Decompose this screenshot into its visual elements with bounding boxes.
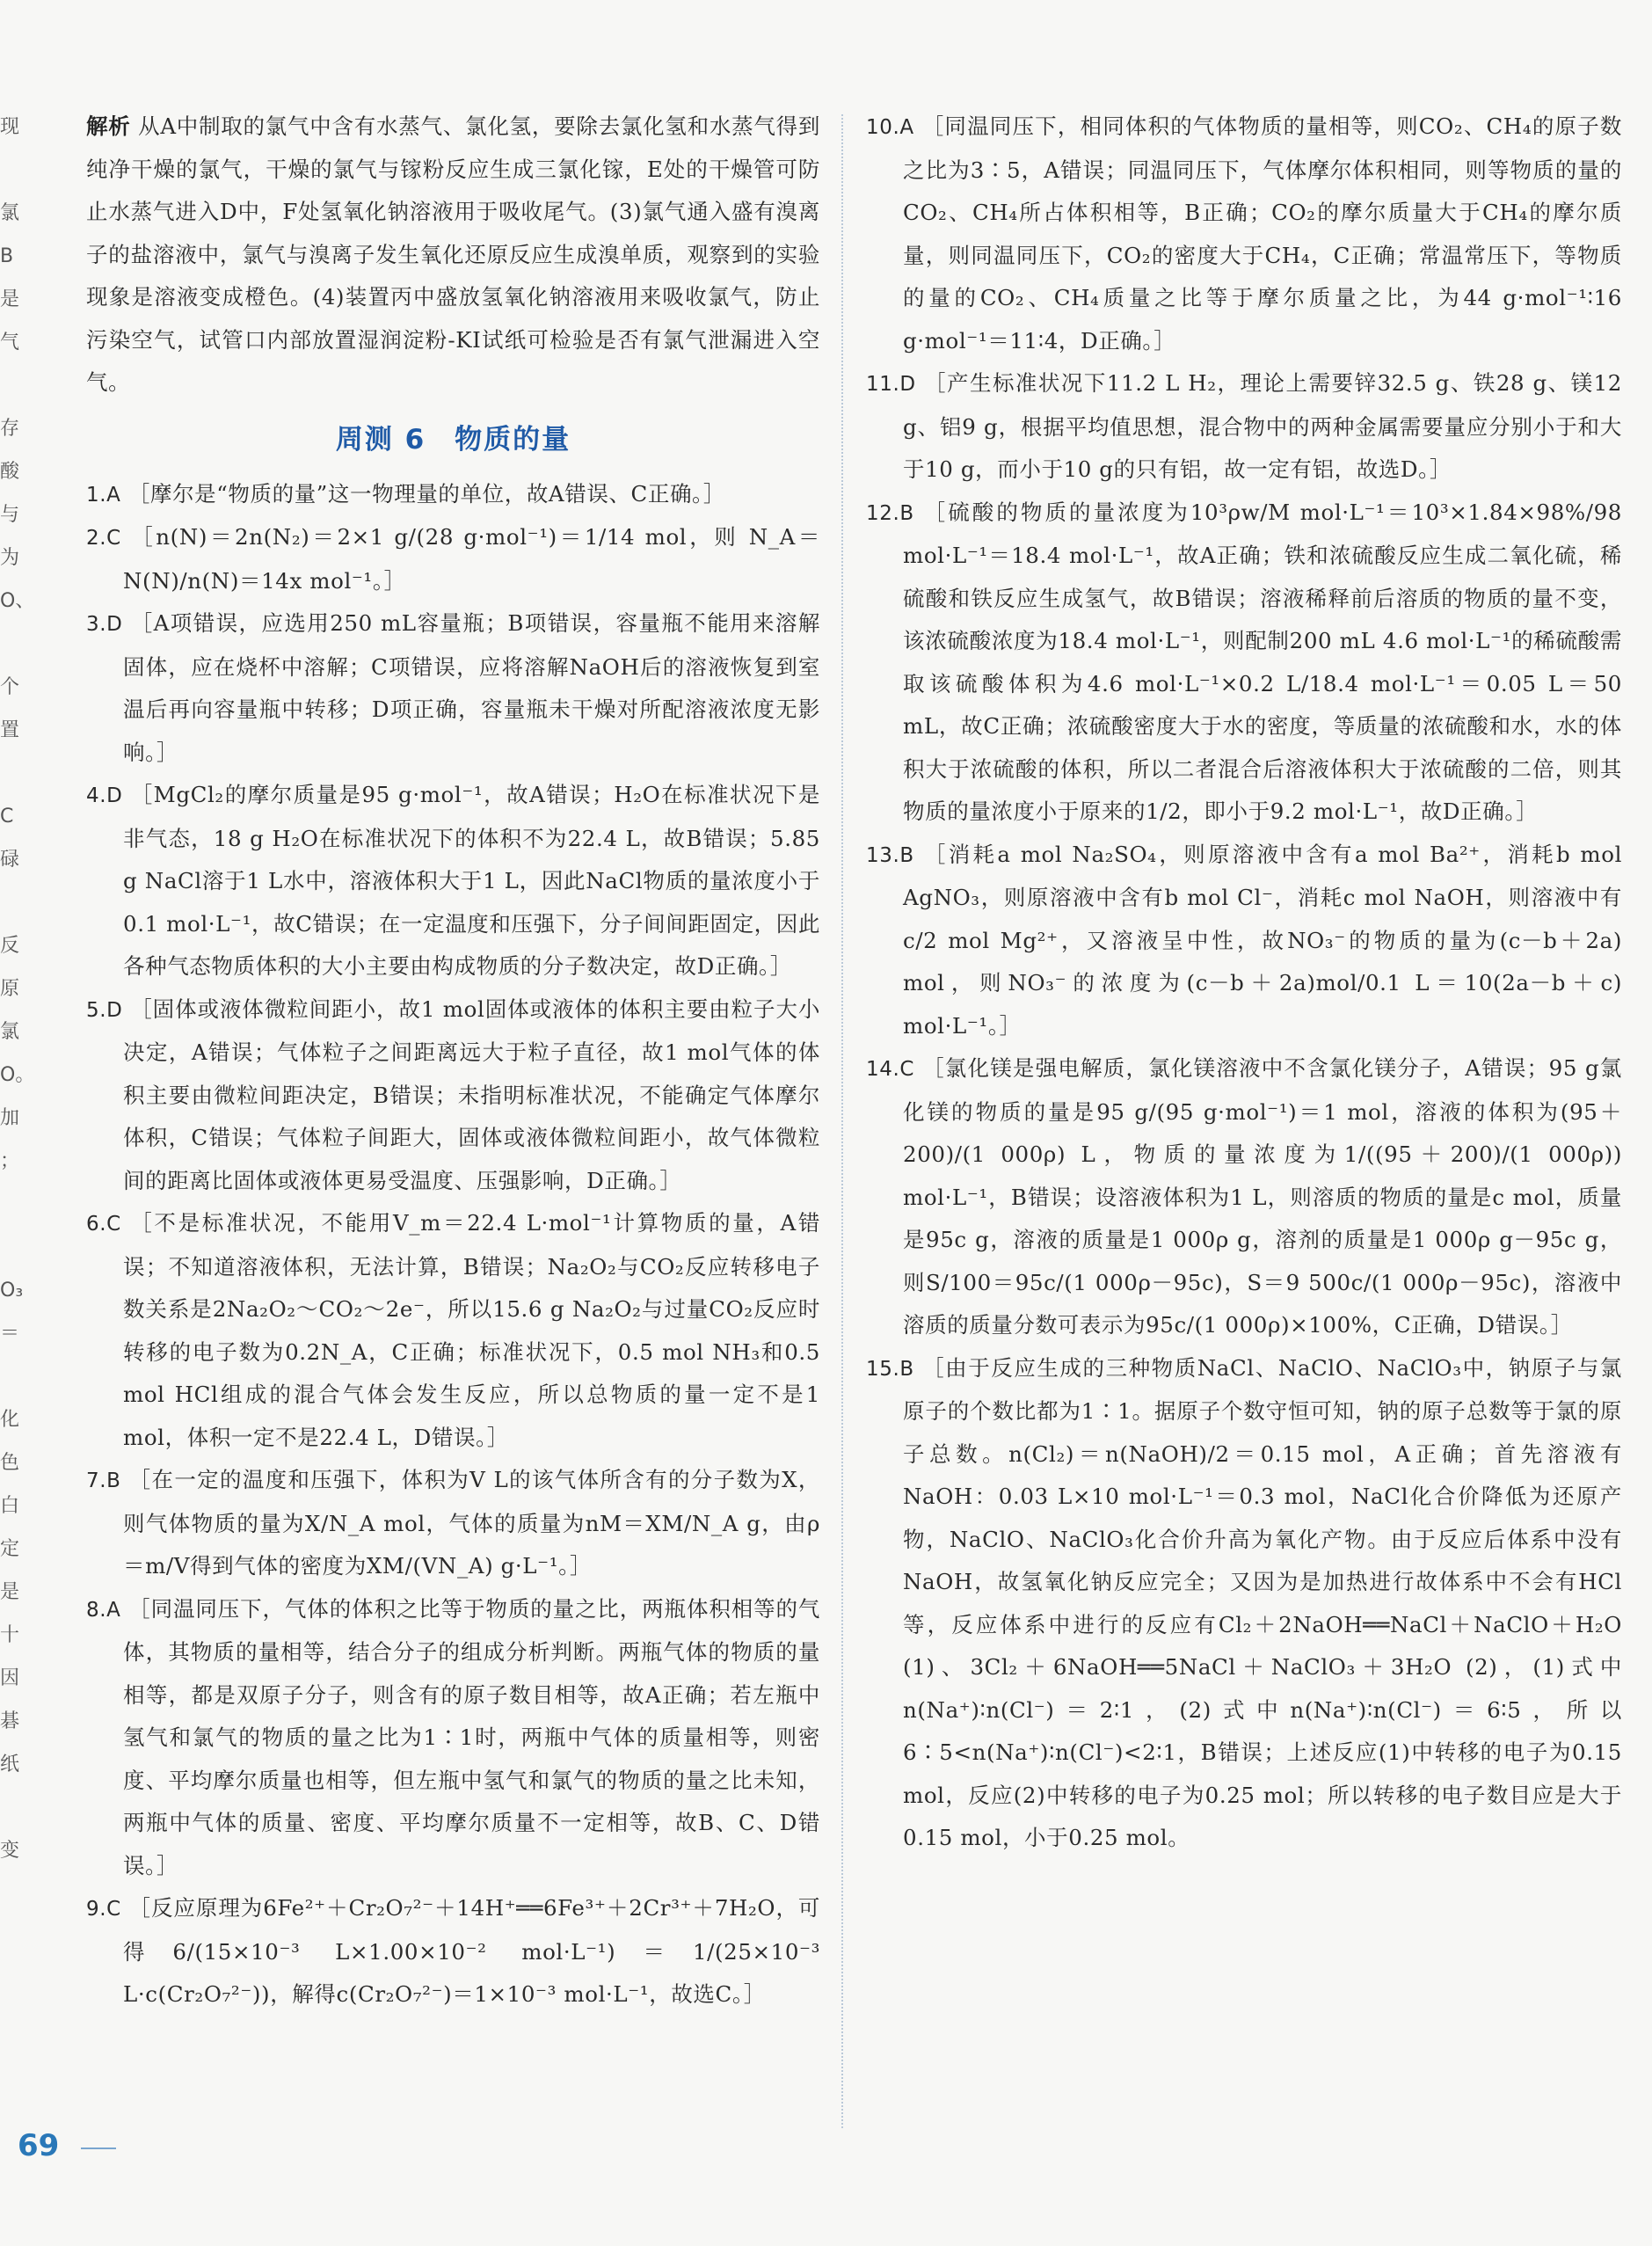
answer-number: 14.C [866, 1058, 915, 1081]
gutter-fragment: 氯 [0, 1021, 20, 1043]
gutter-fragment: 化 [0, 1409, 20, 1431]
gutter-fragment: 气 [0, 332, 20, 354]
gutter-fragment: 氯 [0, 202, 20, 224]
gutter-fragment: 加 [0, 1107, 20, 1129]
answer-explanation: ［硫酸的物质的量浓度为10³ρw/M mol·L⁻¹＝10³×1.84×98%/98 mol·L⁻¹＝18.4 mol·L⁻¹，故A正确；铁和浓硫酸反应生成二氧化硫，稀硫酸和铁反应生成氢气，故B错误；溶液稀释前后溶质的物质的量不变，该浓硫酸浓度为18.4 mol·L⁻¹，则配制200 mL 4.6 mol·L⁻¹的稀硫酸需取该硫酸体积为4.6 mol·L⁻¹×0.2 L/18.4 mol·L⁻¹＝0.05 L＝50 mL，故C正确；浓硫酸密度大于水的密度，等质量的浓硫酸和水，水的体积大于浓硫酸的体积，所以二者混合后溶液体积大于浓硫酸的二倍，则其物质的量浓度小于原来的1/2，即小于9.2 mol·L⁻¹，故D正确。］ [903, 499, 1622, 824]
gutter-fragment: 白 [0, 1495, 20, 1517]
answer-explanation: ［同温同压下，相同体积的气体物质的量相等，则CO₂、CH₄的原子数之比为3∶5，A错误；同温同压下，气体摩尔体积相同，则等物质的量的CO₂、CH₄所占体积相等，B正确；CO₂的摩尔质量大于CH₄的摩尔质量，则同温同压下，CO₂的密度大于CH₄，C正确；常温常压下，等物质的量的CO₂、CH₄质量之比等于摩尔质量之比，为44 g·mol⁻¹∶16 g·mol⁻¹＝11∶4，D正确。］ [903, 113, 1622, 354]
answer-number: 7.B [86, 1469, 121, 1492]
answer-item [86, 473, 820, 517]
gutter-fragment [0, 364, 23, 407]
gutter-fragment: B [0, 245, 14, 267]
answer-number: 9.C [86, 1898, 121, 1921]
gutter-fragment: 因 [0, 1667, 20, 1689]
gutter-fragment [0, 1786, 23, 1829]
answer-explanation: ［由于反应生成的三种物质NaCl、NaClO、NaClO₃中，钠原子与氯原子的个数比都为1∶1。据原子个数守恒可知，钠的原子总数等于氯的原子总数。n(Cl₂)＝n(NaOH)/2＝0.15 mol，A正确；首先溶液有NaOH：0.03 L×10 mol·L⁻¹＝0.3 mol，NaCl化合价降低为还原产物，NaClO、NaClO₃化合价升高为氧化产物。由于反应后体系中没有NaOH，故氢氧化钠反应完全；又因为是加热进行故体系中不会有HCl等，反应体系中进行的反应有Cl₂＋2NaOH══NaCl＋NaClO＋H₂O (1)、3Cl₂＋6NaOH══5NaCl＋NaClO₃＋3H₂O (2)，(1)式中n(Na⁺)∶n(Cl⁻)＝2∶1，(2)式中n(Na⁺)∶n(Cl⁻)＝6∶5，所以6∶5<n(Na⁺)∶n(Cl⁻)<2∶1，B错误；上述反应(1)中转移的电子为0.15 mol，反应(2)中转移的电子为0.25 mol；所以转移的电子数目应是大于0.15 mol，小于0.25 mol。 [903, 1354, 1622, 1850]
answer-explanation: ［氯化镁是强电解质，氯化镁溶液中不含氯化镁分子，A错误；95 g氯化镁的物质的量是95 g/(95 g·mol⁻¹)＝1 mol，溶液的体积为(95＋200)/(1 000ρ) L，物质的量浓度为1/((95＋200)/(1 000ρ)) mol·L⁻¹，B错误；设溶液体积为1 L，则溶质的物质的量是c mol，质量是95c g，溶液的质量是1 000ρ g，溶剂的质量是1 000ρ g－95c g，则S/100＝95c/(1 000ρ－95c)，S＝9 500c/(1 000ρ－95c)，溶液中溶质的质量分数可表示为95c/(1 000ρ)×100%，C正确，D错误。］ [903, 1055, 1623, 1338]
analysis-text: 从A中制取的氯气中含有水蒸气、氯化氢，要除去氯化氢和水蒸气得到纯净干燥的氯气，干燥的氯气与镓粉反应生成三氯化镓，E处的干燥管可防止水蒸气进入D中，F处氢氧化钠溶液用于吸收尾气。(3)氯气通入盛有溴离子的盐溶液中，氯气与溴离子发生氧化还原反应生成溴单质，观察到的实验现象是溶液变成橙色。(4)装置丙中盛放氢氧化钠溶液用来吸收氯气，防止污染空气，试管口内部放置湿润淀粉-KI试纸可检验是否有氯气泄漏进入空气。 [86, 113, 820, 395]
answer-explanation: ［MgCl₂的摩尔质量是95 g·mol⁻¹，故A错误；H₂O在标准状况下是非气态，18 g H₂O在标准状况下的体积不为22.4 L，故B错误；5.85 g NaCl溶于1 L水中，溶液体积大于1 L，因此NaCl物质的量浓度小于0.1 mol·L⁻¹，故C错误；在一定温度和压强下，分子间间距固定，因此各种气态物质体积的大小主要由构成物质的分子数决定，故D正确。］ [123, 782, 820, 979]
answer-item [86, 1887, 820, 2016]
answer-item [866, 362, 1622, 492]
gutter-fragment: 碁 [0, 1710, 20, 1732]
answer-explanation: ［同温同压下，气体的体积之比等于物质的量之比，两瓶体积相等的气体，其物质的量相等，结合分子的组成分析判断。两瓶气体的物质的量相等，都是双原子分子，则含有的原子数目相等，故A正确；若左瓶中氢气和氯气的物质的量之比为1∶1时，两瓶中气体的质量相等，则密度、平均摩尔质量也相等，但左瓶中氢气和氯气的物质的量之比未知，两瓶中气体的质量、密度、平均摩尔质量不一定相等，故B、C、D错误。］ [123, 1595, 820, 1878]
gutter-fragment [0, 1183, 23, 1226]
answer-number: 13.B [866, 843, 914, 867]
answer-explanation: ［反应原理为6Fe²⁺＋Cr₂O₇²⁻＋14H⁺══6Fe³⁺＋2Cr³⁺＋7H₂O，可得6/(15×10⁻³ L×1.00×10⁻² mol·L⁻¹)＝1/(25×10⁻³ L·c(Cr₂O₇²⁻))，解得c(Cr₂O₇²⁻)＝1×10⁻³ mol·L⁻¹，故选C。］ [123, 1895, 820, 2007]
answer-item [86, 1459, 820, 1588]
answer-explanation: ［消耗a mol Na₂SO₄，则原溶液中含有a mol Ba²⁺，消耗b mol AgNO₃，则原溶液中含有b mol Cl⁻，消耗c mol NaOH，则溶液中有c/2 mol Mg²⁺，又溶液呈中性，故NO₃⁻的物质的量为(c－b＋2a) mol，则NO₃⁻的浓度为(c－b＋2a)mol/0.1 L＝10(2a－b＋c) mol·L⁻¹。］ [903, 841, 1623, 1039]
answer-item [86, 988, 820, 1203]
answer-item [86, 602, 820, 774]
gutter-fragment: 十 [0, 1624, 20, 1646]
answer-number: 8.A [86, 1598, 121, 1622]
page-number-rule [81, 2148, 116, 2149]
answer-item [866, 1347, 1622, 1860]
gutter-fragment: 置 [0, 719, 20, 741]
gutter-fragment: 个 [0, 676, 20, 698]
answer-explanation: ［摩尔是“物质的量”这一物理量的单位，故A错误、C正确。］ [127, 480, 726, 507]
analysis-label: 解析 [86, 113, 131, 139]
answer-number: 2.C [86, 527, 121, 550]
answer-explanation: ［不是标准状况，不能用V_m＝22.4 L·mol⁻¹计算物质的量，A错误；不知道溶液体积，无法计算，B错误；Na₂O₂与CO₂反应转移电子数关系是2Na₂O₂～CO₂～2e⁻，所以15.6 g Na₂O₂与过量CO₂反应时转移的电子数为0.2N_A，C正确；标准状况下，0.5 mol NH₃和0.5 mol HCl组成的混合气体会发生反应，所以总物质的量一定不是1 mol，体积一定不是22.4 L，D错误。］ [123, 1210, 821, 1450]
gutter-fragment: 酸 [0, 461, 20, 483]
right-answer-list [866, 106, 1622, 1860]
page-number: 69 [18, 2128, 60, 2163]
answer-number: 6.C [86, 1213, 121, 1236]
answer-number: 5.D [86, 998, 123, 1022]
analysis-paragraph [86, 106, 820, 405]
gutter-fragment [0, 881, 23, 924]
gutter-fragment: 色 [0, 1452, 20, 1474]
answer-explanation: ［A项错误，应选用250 mL容量瓶；B项错误，容量瓶不能用来溶解固体，应在烧杯中溶解；C项错误，应将溶解NaOH后的溶液恢复到室温后再向容量瓶中转移；D项正确，容量瓶未干燥对所配溶液浓度无影响。］ [123, 610, 821, 765]
gutter-fragment [0, 623, 23, 666]
answer-number: 10.A [866, 116, 914, 139]
answer-explanation: ［在一定的温度和压强下，体积为V L的该气体所含有的分子数为X，则气体物质的量为X/N_A mol，气体的质量为nM＝XM/N_A g，由ρ＝m/V得到气体的密度为XM/(VN_A) g·L⁻¹。］ [123, 1467, 821, 1579]
gutter-fragment: 是 [0, 1581, 20, 1603]
gutter-fragment: 为 [0, 547, 20, 569]
answer-number: 11.D [866, 373, 916, 396]
gutter-fragment [0, 752, 23, 795]
answer-item [866, 1047, 1622, 1347]
gutter-fragment: 碌 [0, 849, 20, 871]
gutter-fragment: 反 [0, 935, 20, 957]
left-answer-list [86, 473, 820, 2016]
answer-explanation: ［n(N)＝2n(N₂)＝2×1 g/(28 g·mol⁻¹)＝1/14 mol，则 N_A＝N(N)/n(N)＝14x mol⁻¹。］ [123, 524, 820, 594]
answer-number: 3.D [86, 613, 123, 636]
gutter-fragment: 是 [0, 288, 20, 310]
gutter-fragment: 现 [0, 116, 20, 138]
gutter-fragment: 变 [0, 1840, 20, 1862]
column-divider [841, 114, 843, 2128]
gutter-fragment [0, 1226, 23, 1269]
gutter-fragment: O、 [0, 590, 35, 612]
gutter-fragment: 原 [0, 978, 20, 1000]
answer-explanation: ［固体或液体微粒间距小，故1 mol固体或液体的体积主要由粒子大小决定，A错误；气体粒子之间距离远大于粒子直径，故1 mol气体的体积主要由微粒间距决定，B错误；未指明标准状况，不能确定气体摩尔体积，C错误；气体粒子间距大，固体或液体微粒间距小，故气体微粒间的距离比固体或液体更易受温度、压强影响，D正确。］ [123, 995, 820, 1193]
gutter-fragment: 定 [0, 1538, 20, 1560]
section-title: 周测 6 物质的量 [335, 423, 571, 456]
answer-explanation: ［产生标准状况下11.2 L H₂，理论上需要锌32.5 g、铁28 g、镁12 g、铝9 g，根据平均值思想，混合物中的两种金属需要量应分别小于和大于10 g，而小于10 g的只有铝，故一定有铝，故选D。］ [903, 370, 1622, 482]
gutter-fragment [0, 149, 23, 192]
gutter-fragment: 存 [0, 418, 20, 440]
answer-item [866, 834, 1622, 1048]
answer-number: 15.B [866, 1357, 914, 1381]
answer-item [866, 492, 1622, 834]
answer-number: 1.A [86, 483, 121, 507]
answer-number: 12.B [866, 501, 914, 525]
gutter-fragment: C [0, 806, 14, 828]
gutter-fragment: 与 [0, 504, 20, 526]
answer-number: 4.D [86, 784, 123, 807]
gutter-fragment: O₃ [0, 1280, 24, 1302]
gutter-fragment: ＝ [0, 1323, 20, 1345]
answer-item [86, 1202, 820, 1459]
right-column [866, 106, 1622, 1860]
answer-item [86, 516, 820, 602]
left-column [86, 106, 820, 2016]
answer-item [86, 774, 820, 988]
answer-item [86, 1588, 820, 1888]
gutter-fragment: ； [0, 1150, 20, 1172]
gutter-fragment: 纸 [0, 1754, 20, 1776]
answer-item [866, 106, 1622, 362]
gutter-fragment: O。 [0, 1064, 35, 1086]
gutter-fragment [0, 1355, 23, 1398]
left-gutter-fragments [0, 106, 35, 2128]
